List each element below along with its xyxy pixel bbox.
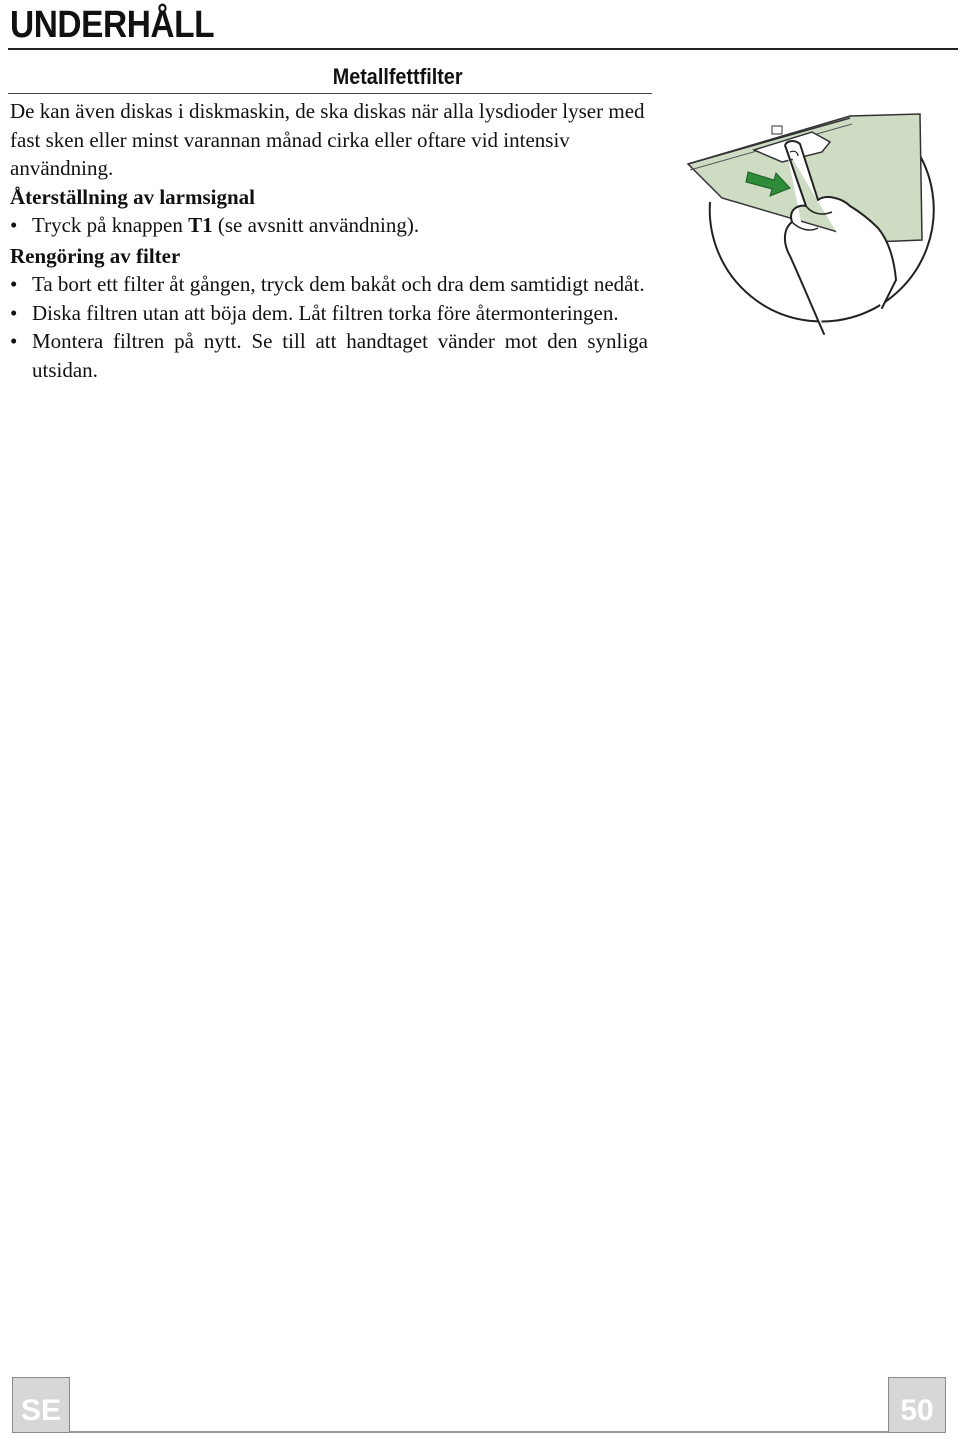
bullet-icon: • [10,272,18,296]
cleaning-step-3: Montera filtren på nytt. Se till att handtaget vänder mot den synliga utsidan. [32,329,648,382]
reset-list [10,211,648,240]
section-heading [8,64,652,90]
bullet-icon: • [10,329,18,353]
key-label: T1 [188,213,213,237]
bullet-icon: • [10,300,18,325]
footer-divider [70,1431,888,1433]
cleaning-step-1: Ta bort ett filter åt gången, tryck dem bakåt och dra dem samtidigt nedåt. [32,272,645,296]
cleaning-list [10,270,648,384]
reset-text-before: Tryck på knappen [32,213,189,237]
filter-removal-illustration [682,102,940,340]
reset-heading: Återställning av larmsignal [10,184,255,209]
language-badge: SE [12,1377,70,1433]
section-divider [8,93,652,94]
cleaning-heading: Rengöring av filter [10,243,181,268]
list-item [10,299,648,328]
title-divider [8,48,958,50]
list-item [10,211,648,240]
list-item [10,327,648,384]
bullet-icon: • [10,213,18,237]
cleaning-step-2: Diska filtren utan att böja dem. Låt filtren torka före återmonteringen. [32,300,619,325]
page-title: UNDERHÅLL [10,4,215,46]
section-body [10,97,648,384]
intro-paragraph: De kan även diskas i diskmaskin, de ska diskas när alla lysdioder lyser med fast sken eller minst varannan månad cirka eller oftare vid intensiv användning. [10,99,645,180]
page-number-badge: 50 [888,1377,946,1433]
reset-text-after: (se avsnitt användning). [212,213,420,237]
section-heading-text: Metallfettfilter [332,64,463,89]
list-item [10,270,648,299]
